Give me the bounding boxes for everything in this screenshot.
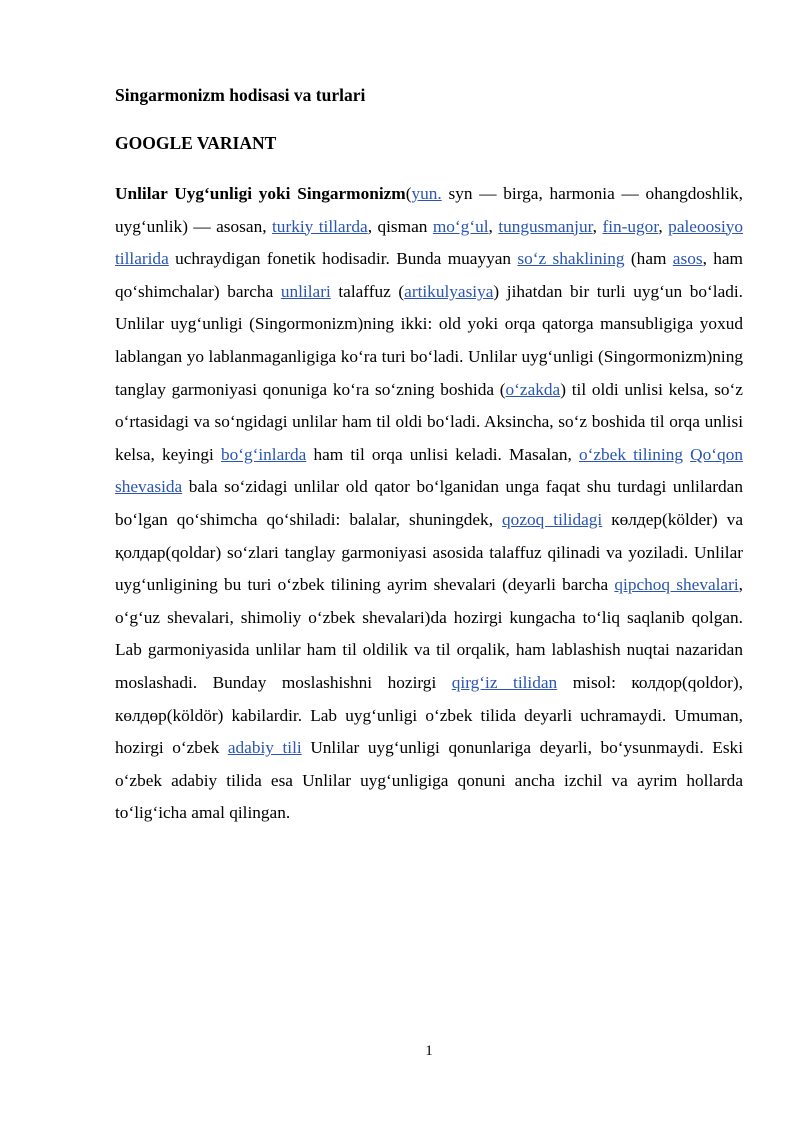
text-run: ) jihatdan bir turli uyg‘un bo‘ladi. Unlilar uyg‘unligi (Singormonizm)ning ikki: old yoki orqa qatorga mansubligiga yoxud lablangan yo lablanmaganligiga ko‘ra turi bo‘ladi. Unlilar uyg‘unligi (Singormonizm)ning tanglay garmoniyasi qonuniga ko‘ra so‘zning boshida (: [115, 281, 744, 399]
text-run: , ham qo‘shimchalar) barcha: [115, 249, 743, 301]
text-run: ham til orqa unlisi keladi. Masalan,: [306, 444, 579, 464]
link-mogul[interactable]: mo‘g‘ul: [432, 216, 489, 236]
text-run: ,: [658, 216, 669, 236]
link-yun[interactable]: yun.: [411, 184, 442, 203]
text-run: , o‘g‘uz shevalari, shimoliy o‘zbek shevalari)da hozirgi kungacha to‘liq saqlanib qolgan. Lab garmoniyasida unlilar ham til oldilik va til orqalik, ham lablashish nuqtai nazaridan moslashadi. Bunday moslashishni hozirgi: [115, 575, 743, 692]
link-artikulyasiya[interactable]: artikulyasiya: [404, 281, 494, 301]
text-run: (ham: [624, 249, 673, 269]
link-turkiy-tillarda[interactable]: turkiy tillarda: [272, 216, 368, 236]
link-adabiy-tili[interactable]: adabiy tili: [227, 738, 302, 758]
link-tungusmanjur[interactable]: tungusmanjur: [498, 216, 593, 236]
link-qipchoq-shevalari[interactable]: qipchoq shevalari: [614, 575, 739, 595]
link-qozoq-tilidagi[interactable]: qozoq tilidagi: [502, 509, 603, 529]
link-qirgiz-tilidan[interactable]: qirg‘iz tilidan: [451, 672, 558, 692]
page-number: 1: [425, 1043, 433, 1059]
text-run: ) til oldi unlisi kelsa, so‘z o‘rtasidagi va so‘ngidagi unlilar ham til oldi bo‘ladi. Aksincha, so‘z boshida til orqa unlisi kelsa, keyingi: [115, 379, 743, 464]
link-fin-ugor[interactable]: fin-ugor: [602, 216, 659, 236]
link-unlilari[interactable]: unlilari: [280, 281, 331, 301]
text-run: misol: колдор(qoldor), көлдөр(köldör) kabilardir. Lab uyg‘unligi o‘zbek tilida deyarli uchramaydi. Umuman, hozirgi o‘zbek: [115, 672, 743, 758]
text-run: (: [405, 184, 412, 203]
text-run: , qisman: [367, 216, 433, 236]
link-asos[interactable]: asos: [672, 249, 703, 269]
link-ozbek-tilining[interactable]: o‘zbek tilining: [578, 444, 684, 464]
text-run: bala so‘zidagi unlilar old qator bo‘lganidan unga faqat shu turdagi unlilardan bo‘lgan qo‘shimcha qo‘shiladi: balalar, shuningdek,: [115, 477, 743, 529]
text-run: ,: [488, 216, 499, 236]
text-run: syn — birga, harmonia — ohangdoshlik, uyg‘unlik) — asosan,: [115, 184, 743, 236]
text-run: Unlilar uyg‘unligi qonunlariga deyarli, bo‘ysunmaydi. Eski o‘zbek adabiy tilida esa Unlilar uyg‘unligiga qonuni ancha izchil va ayrim hollarda to‘lig‘icha amal qilingan.: [115, 738, 744, 823]
body-paragraph: [115, 178, 743, 830]
link-paleoosiyo-tillarida[interactable]: paleoosiyo tillarida: [115, 216, 744, 269]
text-run: uchraydigan fonetik hodisadir. Bunda muayyan: [168, 249, 518, 269]
term-bold: Unlilar Uyg‘unligi yoki Singarmonizm: [115, 184, 406, 203]
text-run: ,: [592, 216, 603, 236]
page-subtitle: GOOGLE VARIANT: [115, 133, 277, 153]
link-ozakda[interactable]: o‘zakda: [505, 379, 561, 399]
link-boginlarda[interactable]: bo‘g‘inlarda: [220, 444, 307, 464]
page-title: Singarmonizm hodisasi va turlari: [115, 85, 366, 105]
link-shevasida[interactable]: shevasida: [115, 477, 183, 497]
text-run: talaffuz (: [330, 281, 405, 301]
link-qoqon[interactable]: Qo‘qon: [690, 444, 743, 464]
link-soz-shaklining[interactable]: so‘z shaklining: [517, 249, 625, 269]
text-run: көлдер(kölder) va қолдар(qoldar) so‘zlari tanglay garmoniyasi asosida talaffuz qilinadi va yoziladi. Unlilar uyg‘unligining bu turi o‘zbek tilining ayrim shevalari (deyarli barcha: [115, 509, 743, 595]
